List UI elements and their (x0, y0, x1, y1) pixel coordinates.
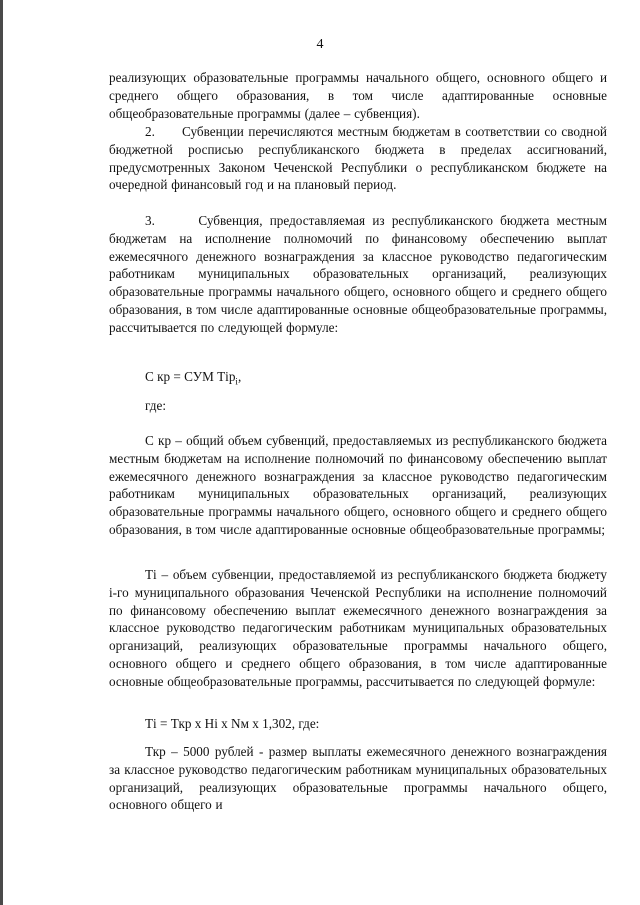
clause-3-text (109, 212, 607, 337)
definition-ti-text: Ті – объем субвенции, предоставляемой из республиканского бюджета бюджету і-го муниципального образования Чеченской Республики на исполнение полномочий по финансовому обеспечению выплат ежемесячного денежного вознаграждения за классное руководство педагогическим работникам муниципальных образовательных организаций, реализующих образовательные программы начального общего, основного общего и среднего общего образования, в том числе адаптированные основные общеобразовательные программы, рассчитывается по следующей формуле: (109, 567, 607, 689)
clause-3-paragraph (109, 212, 607, 337)
clause-2-paragraph (109, 123, 607, 194)
formula-ti: Ті = Ткр х Ні х Nм х 1,302, где: (145, 716, 320, 731)
intro-paragraph (109, 69, 607, 122)
clause-3-body: Субвенция, предоставляемая из республиканского бюджета местным бюджетам на исполнение полномочий по финансовому обеспечению выплат ежемесячного денежного вознаграждения за классное руководство педагогическим работникам муниципальных образовательных организаций, реализующих образовательные программы начального общего, основного общего и среднего общего образования, в том числе адаптированные основные общеобразовательные программы, рассчитывается по следующей формуле: (109, 213, 608, 335)
clause-2-number: 2. (145, 124, 155, 139)
definition-ckr-text: С кр – общий объем субвенций, предоставляемых из республиканского бюджета местным бюджетам на исполнение полномочий по финансовому обеспечению выплат ежемесячного денежного вознаграждения за классное руководство педагогическим работникам муниципальных образовательных организаций, реализующих образовательные программы начального общего, основного общего и среднего общего образования, в том числе адаптированные основные общеобразовательные программы; (109, 433, 607, 537)
definition-tkr-text: Ткр – 5000 рублей - размер выплаты ежемесячного денежного вознаграждения за классное руководство педагогическим работникам муниципальных образовательных организаций, реализующих образовательные программы начального общего, основного общего и (109, 744, 607, 813)
definition-tkr-paragraph (109, 743, 607, 814)
formula-total-subvention: С кр = СУМ Тір$_і$, (145, 369, 242, 387)
clause-2-text (109, 123, 607, 194)
definition-ti-paragraph (109, 566, 607, 691)
page-number: 4 (316, 37, 324, 52)
definition-ckr-paragraph (109, 432, 607, 539)
clause-2-body: Субвенции перечисляются местным бюджетам в соответствии со сводной бюджетной росписью республиканского бюджета в пределах ассигнований, предусмотренных Законом Чеченской Республики о республиканском бюджете на очередной финансовый год и на плановый период. (109, 124, 607, 193)
where-label: где: (145, 398, 166, 413)
clause-3-number: 3. (145, 213, 155, 228)
scan-edge-shadow (0, 0, 3, 905)
intro-text: реализующих образовательные программы начального общего, основного общего и среднего общего образования, в том числе адаптированные основные общеобразовательные программы (далее – субвенция). (109, 70, 607, 121)
